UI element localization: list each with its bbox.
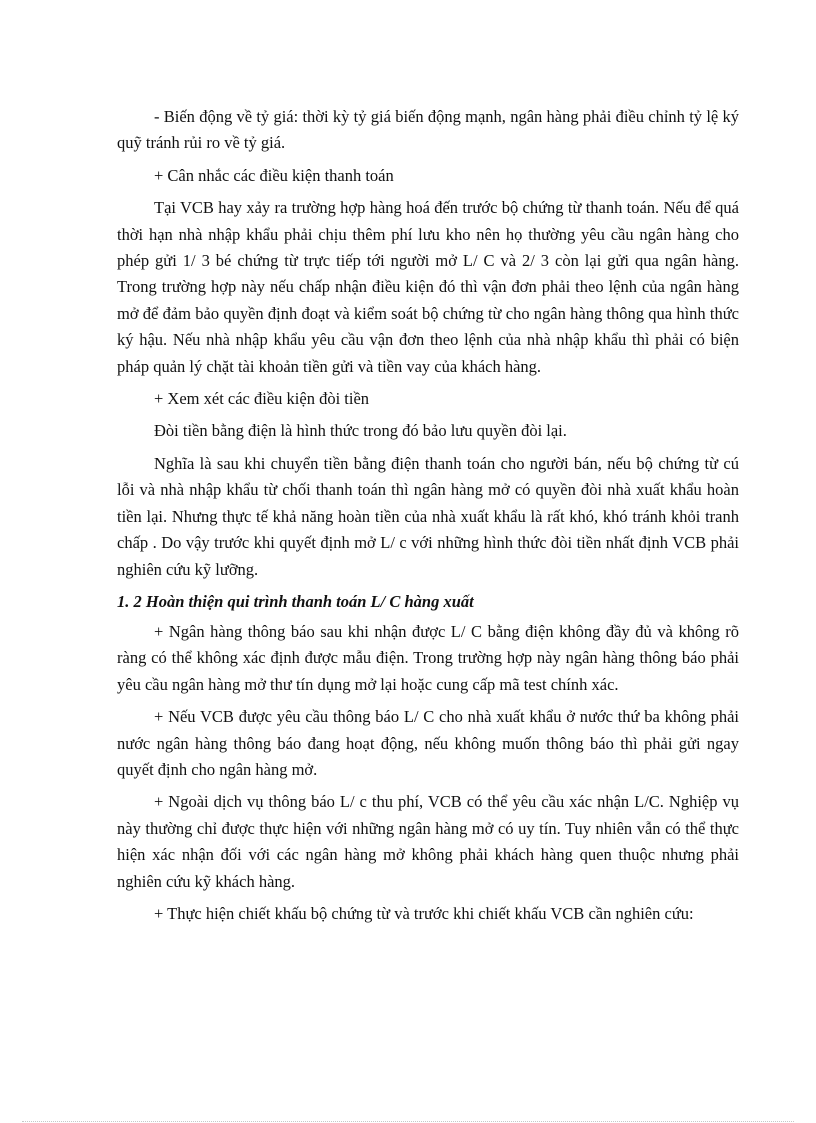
section-heading: 1. 2 Hoàn thiện qui trình thanh toán L/ C hàng xuất — [117, 591, 474, 611]
document-page — [117, 104, 739, 927]
paragraph-advising-bank: + Ngân hàng thông báo sau khi nhận được L/ C bằng điện không đầy đủ và không rõ ràng có thể không xác định được mẫu điện. Trong trường hợp này ngân hàng thông báo phải yêu cầu ngân hàng mở thư tín dụng mở lại hoặc cung cấp mã test chính xác. — [117, 621, 739, 694]
page-bottom-divider — [22, 1121, 794, 1122]
paragraph-confirmation-service: + Ngoài dịch vụ thông báo L/ c thu phí, VCB có thể yêu cầu xác nhận L/C. Nghiệp vụ này thường chỉ được thực hiện với những ngân hàng mở có uy tín. Tuy nhiên vẫn có thể thực hiện xác nhận đối với các ngân hàng mở không phải khách hàng quen thuộc nhưng phải nghiên cứu kỹ khách hàng. — [117, 792, 739, 891]
paragraph-payment-conditions-heading: + Cân nhắc các điều kiện thanh toán — [154, 165, 394, 185]
paragraph-discounting: + Thực hiện chiết khấu bộ chứng từ và trước khi chiết khấu VCB cần nghiên cứu: — [154, 903, 694, 923]
paragraph-vcb-documents: Tại VCB hay xảy ra trường hợp hàng hoá đến trước bộ chứng từ thanh toán. Nếu để quá thời hạn nhà nhập khẩu phải chịu thêm phí lưu kho nên họ thường yêu cầu ngân hàng cho phép gửi 1/ 3 bé chứng từ trực tiếp tới người mở L/ C và 2/ 3 còn lại gửi qua ngân hàng. Trong trường hợp này nếu chấp nhận điều kiện đó thì vận đơn phải theo lệnh của ngân hàng mở để đảm bảo quyền định đoạt và kiểm soát bộ chứng từ cho ngân hàng thông qua hình thức ký hậu. Nếu nhà nhập khẩu yêu cầu vận đơn theo lệnh của nhà nhập khẩu thì phải có biện pháp quản lý chặt tài khoản tiền gửi và tiền vay của khách hàng. — [117, 198, 739, 376]
paragraph-telegraphic-claim: Đòi tiền bằng điện là hình thức trong đó bảo lưu quyền đòi lại. — [154, 421, 567, 441]
paragraph-claim-conditions-heading: + Xem xét các điều kiện đòi tiền — [154, 389, 370, 409]
paragraph-third-country: + Nếu VCB được yêu cầu thông báo L/ C cho nhà xuất khẩu ở nước thứ ba không phải nước ngân hàng thông báo đang hoạt động, nếu không muốn thông báo thì phải gửi ngay quyết định cho ngân hàng mở. — [117, 707, 739, 779]
paragraph-refund-risk: Nghĩa là sau khi chuyển tiền bằng điện thanh toán cho người bán, nếu bộ chứng từ cú lỗi và nhà nhập khẩu từ chối thanh toán thì ngân hàng mở có quyền đòi nhà xuất khẩu hoàn tiền lại. Nhưng thực tế khả năng hoàn tiền của nhà xuất khẩu là rất khó, khó tránh khỏi tranh chấp . Do vậy trước khi quyết định mở L/ c với những hình thức đòi tiền nhất định VCB phải nghiên cứu kỹ lưỡng. — [117, 453, 739, 579]
paragraph-exchange-rate: - Biến động về tỷ giá: thời kỳ tỷ giá biến động mạnh, ngân hàng phải điều chỉnh tỷ lệ ký quỹ tránh rủi ro về tỷ giá. — [117, 107, 739, 153]
